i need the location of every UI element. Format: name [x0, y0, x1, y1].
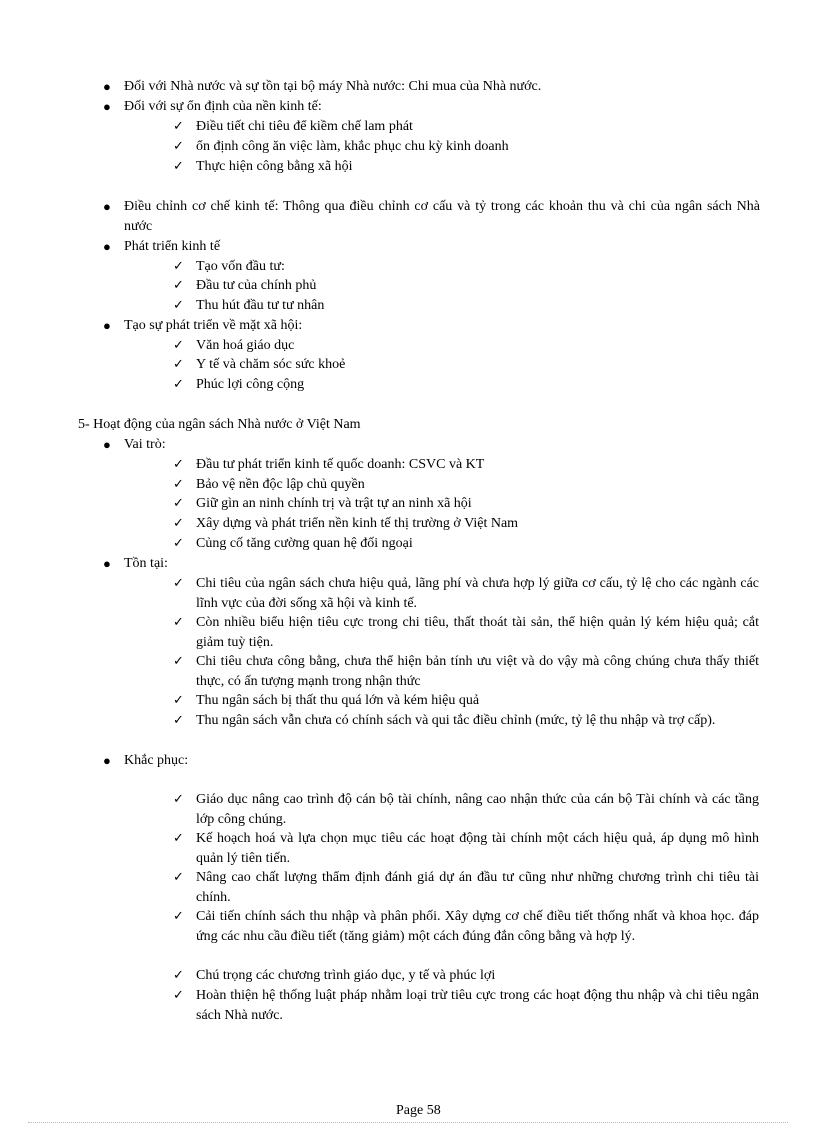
check-icon: ✓: [173, 693, 184, 708]
bullet-item: ● Khắc phục:: [124, 751, 760, 771]
check-item: ✓ Cải tiến chính sách thu nhập và phân phối. Xây dựng cơ chế điều tiết thống nhất và khoa học. đáp ứng các nhu cầu điều tiết (tăng giảm) một cách đúng đắn công bằng và hợp lý.: [173, 909, 759, 944]
bullet-item: ● Đối với Nhà nước và sự tồn tại bộ máy Nhà nước: Chi mua của Nhà nước.: [124, 77, 760, 97]
check-item: ✓ Đầu tư của chính phủ: [196, 276, 759, 296]
check-item: ✓ Thu ngân sách vẫn chưa có chính sách và qui tắc điều chỉnh (mức, tỷ lệ thu nhập và trợ cấp).: [196, 711, 759, 731]
check-icon: ✓: [173, 457, 184, 472]
check-item: ✓ Giữ gìn an ninh chính trị và trật tự an ninh xã hội: [196, 494, 759, 514]
check-item: ✓ Chú trọng các chương trình giáo dục, y tế và phúc lợi: [196, 966, 759, 986]
check-item: ✓ ổn định công ăn việc làm, khắc phục chu kỳ kinh doanh: [196, 137, 759, 157]
check-icon: ✓: [173, 792, 184, 807]
bullet-item: ● Vai trò:: [124, 435, 760, 455]
bullet-item: ● Đối với sự ổn định của nền kinh tế:: [124, 97, 760, 117]
check-icon: ✓: [173, 909, 184, 924]
page-number: Page 58: [396, 1103, 441, 1118]
check-icon: ✓: [173, 357, 184, 372]
check-icon: ✓: [173, 259, 184, 274]
bullet-icon: ●: [103, 318, 111, 333]
check-icon: ✓: [173, 536, 184, 551]
check-item: ✓ Y tế và chăm sóc sức khoẻ: [196, 355, 759, 375]
check-item: ✓ Văn hoá giáo dục: [196, 336, 759, 356]
bullet-icon: ●: [103, 99, 111, 114]
bullet-item: ● Điều chỉnh cơ chế kinh tế: Thông qua điều chỉnh cơ cấu và tỷ trong các khoản thu và chi của ngân sách Nhà nước: [103, 199, 760, 234]
check-icon: ✓: [173, 516, 184, 531]
check-item: ✓ Nâng cao chất lượng thẩm định đánh giá dự án đầu tư cũng như những chương trình chi tiêu tài chính.: [173, 870, 759, 905]
check-icon: ✓: [173, 477, 184, 492]
bullet-icon: ●: [103, 437, 111, 452]
bullet-icon: ●: [103, 753, 111, 768]
check-icon: ✓: [173, 654, 184, 669]
bullet-icon: ●: [103, 199, 111, 214]
check-item: ✓ Còn nhiều biểu hiện tiêu cực trong chi tiêu, thất thoát tài sản, thể hiện quản lý kém hiệu quả; cắt giảm tuỳ tiện.: [173, 615, 759, 650]
check-icon: ✓: [173, 988, 184, 1003]
bullet-icon: ●: [103, 556, 111, 571]
section-heading: 5- Hoạt động của ngân sách Nhà nước ở Việt Nam: [78, 417, 361, 432]
check-item: ✓ Xây dựng và phát triển nền kinh tế thị trường ở Việt Nam: [196, 514, 759, 534]
bullet-item: ● Tạo sự phát triển về mặt xã hội:: [124, 316, 760, 336]
check-icon: ✓: [173, 831, 184, 846]
check-item: ✓ Bảo vệ nền độc lập chủ quyền: [196, 475, 759, 495]
check-icon: ✓: [173, 338, 184, 353]
bullet-item: ● Phát triển kinh tế: [124, 237, 760, 257]
check-icon: ✓: [173, 713, 184, 728]
check-item: ✓ Thu ngân sách bị thất thu quá lớn và kém hiệu quả: [196, 691, 759, 711]
check-item: ✓ Thực hiện công bằng xã hội: [196, 157, 759, 177]
check-item: ✓ Chi tiêu chưa công bằng, chưa thể hiện bản tính ưu việt và do vậy mà công chúng chưa thấy thiết thực, có ấn tượng mạnh trong nhận thức: [173, 654, 759, 689]
check-item: ✓ Thu hút đầu tư tư nhân: [196, 296, 759, 316]
check-icon: ✓: [173, 298, 184, 313]
check-icon: ✓: [173, 377, 184, 392]
check-icon: ✓: [173, 159, 184, 174]
bullet-icon: ●: [103, 79, 111, 94]
check-item: ✓ Tạo vốn đầu tư:: [196, 257, 759, 277]
check-icon: ✓: [173, 870, 184, 885]
check-item: ✓ Điều tiết chi tiêu để kiềm chế lam phát: [196, 117, 759, 137]
check-icon: ✓: [173, 615, 184, 630]
check-item: ✓ Phúc lợi công cộng: [196, 375, 759, 395]
check-item: ✓ Giáo dục nâng cao trình độ cán bộ tài chính, nâng cao nhận thức của cán bộ Tài chính và các tầng lớp công chúng.: [173, 792, 759, 827]
check-icon: ✓: [173, 278, 184, 293]
check-item: ✓ Hoàn thiện hệ thống luật pháp nhằm loại trừ tiêu cực trong các hoạt động thu nhập và chi tiêu ngân sách Nhà nước.: [173, 988, 759, 1023]
bullet-item: ● Tồn tại:: [124, 554, 760, 574]
check-icon: ✓: [173, 968, 184, 983]
check-icon: ✓: [173, 119, 184, 134]
bullet-icon: ●: [103, 239, 111, 254]
check-item: ✓ Chi tiêu của ngân sách chưa hiệu quả, lãng phí và chưa hợp lý giữa cơ cấu, tỷ lệ cho các ngành các lĩnh vực của đời sống xã hội và kinh tế.: [173, 576, 759, 611]
check-item: ✓ Củng cố tăng cường quan hệ đối ngoại: [196, 534, 759, 554]
check-icon: ✓: [173, 576, 184, 591]
check-item: ✓ Đầu tư phát triển kinh tế quốc doanh: CSVC và KT: [196, 455, 759, 475]
check-icon: ✓: [173, 496, 184, 511]
check-icon: ✓: [173, 139, 184, 154]
check-item: ✓ Kế hoạch hoá và lựa chọn mục tiêu các hoạt động tài chính một cách hiệu quả, áp dụng mô hình quản lý tiên tiến.: [173, 831, 759, 866]
